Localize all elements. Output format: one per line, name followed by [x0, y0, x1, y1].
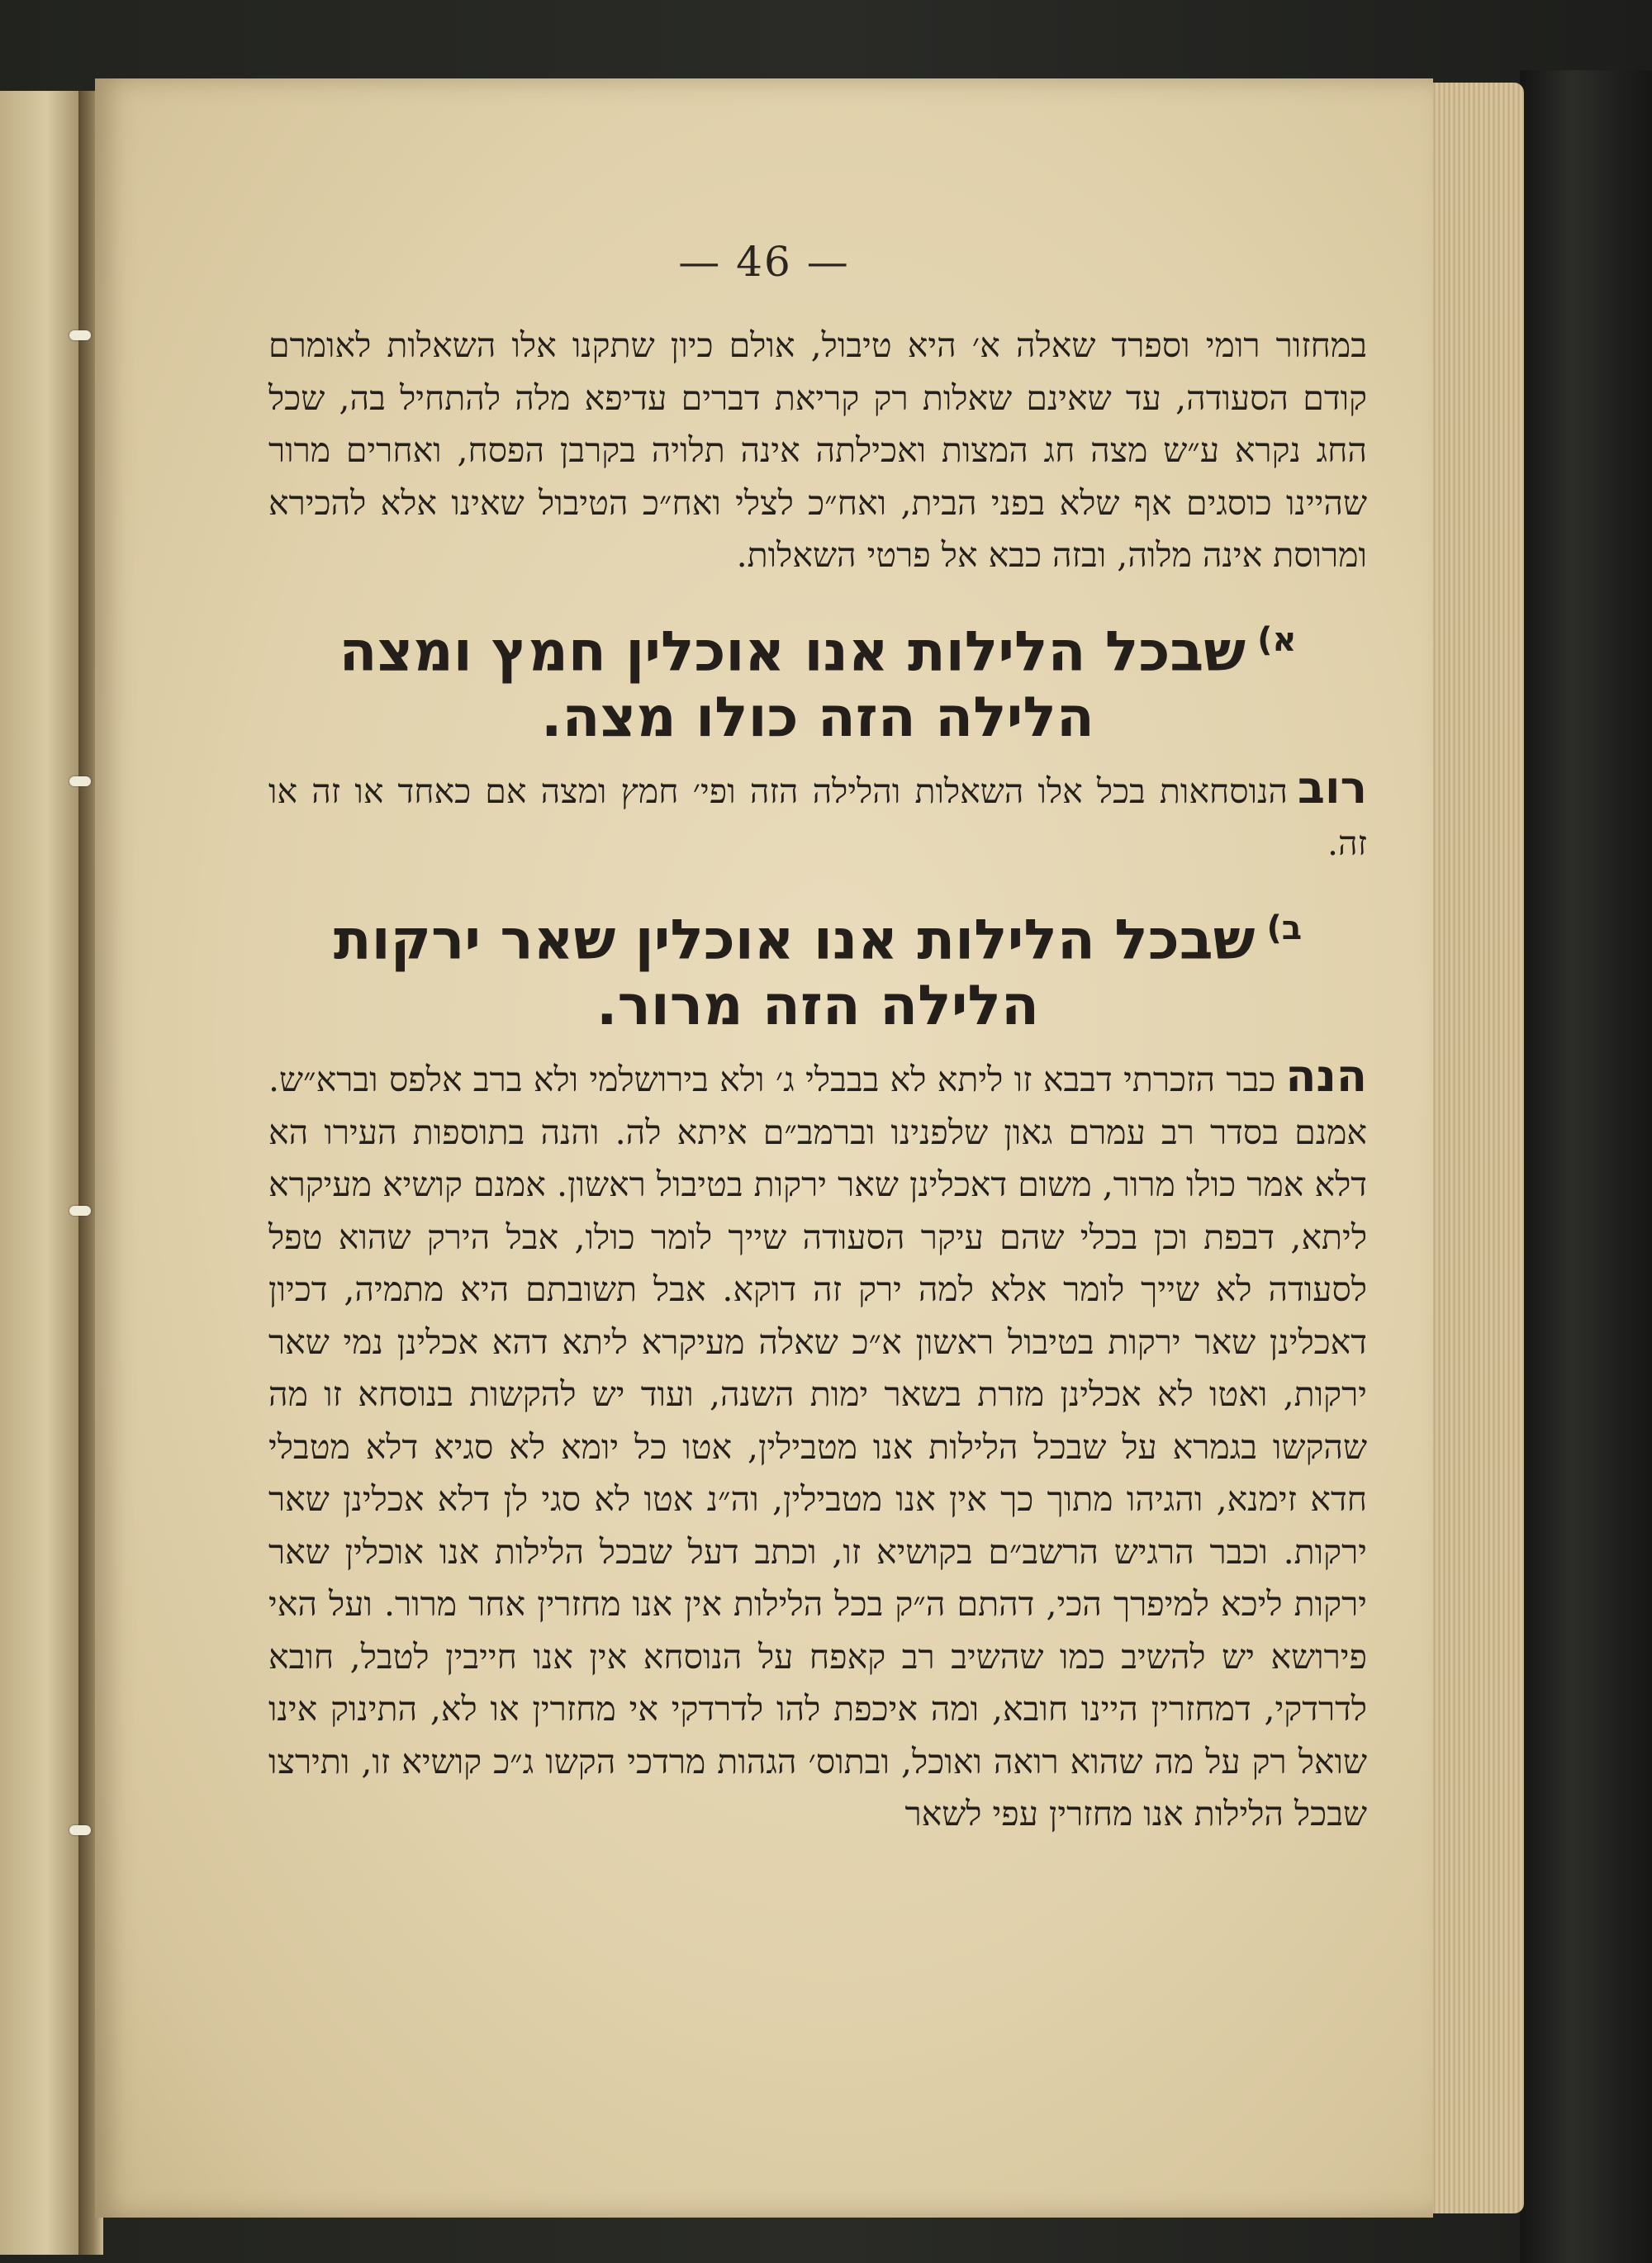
book-cover — [1520, 70, 1652, 2263]
section-b-lead-word: הנה — [1285, 1050, 1367, 1103]
section-a-body-text: הנוסחאות בכל אלו השאלות והלילה הזה ופי׳ חמץ ומצה אם כאחד או זה או זה. — [268, 771, 1367, 864]
page-edges — [1421, 83, 1524, 2213]
section-a-marker: א) — [1257, 620, 1297, 659]
section-b-heading-text: שבכל הלילות אנו אוכלין שאר ירקות הלילה הזה מרור. — [333, 907, 1256, 1038]
section-a-body — [268, 761, 1367, 871]
section-a-lead-word: רוב — [1298, 761, 1367, 814]
book-page — [95, 78, 1433, 2218]
binding-thread — [69, 330, 91, 340]
page-number: — 46 — — [678, 238, 850, 286]
section-b-body-text: כבר הזכרתי דבבא זו ליתא לא בבבלי ג׳ ולא בירושלמי ולא ברב אלפס וברא״ש. אמנם בסדר רב עמרם גאון שלפנינו וברמב״ם איתא לה. והנה בתוספות העירו הא דלא אמר כולו מרור, משום דאכלינן שאר ירקות בטיבול ראשון. אמנם קושיא מעיקרא ליתא, דבפת וכן בכלי שהם עיקר הסעודה שייך לומר כולו, אבל הירק שהוא טפל לסעודה לא שייך לומר אלא למה ירק זה דוקא. אבל תשובתם היא מתמיה, דכיון דאכלינן שאר ירקות בטיבול ראשון א״כ שאלה מעיקרא ליתא דהא אכלינן נמי שאר ירקות, ואטו לא אכלינן מזרת בשאר ימות השנה, ועוד יש להקשות בנוסחא זו מה שהקשו בגמרא על שבכל הלילות אנו מטבילין, אטו כל יומא לא סגיא דלא מטבלי חדא זימנא, והגיהו מתוך כך אין אנו מטבילין, וה״נ אטו לא סגי לן דלא אכלינן שאר ירקות. וכבר הרגיש הרשב״ם בקושיא זו, וכתב דעל שבכל הלילות אנו אוכלין שאר ירקות ליכא למיפרך הכי, דהתם ה״ק בכל הלילות אין אנו מחזרין אחר מרור. ועל האי פירושא יש להשיב כמו שהשיב רב קאפח על הנוסחא אין אנו חייבין לטבל, חובא לדרדקי, דמחזרין היינו חובא, ומה איכפת להו לדרדקי אי מחזרין או לא, התינוק אינו שואל רק על מה שהוא רואה ואוכל, ובתוס׳ הגהות מרדכי הקשו ג״כ קושיא זו, ותירצו שבכל הלילות אנו מחזרין עפי לשאר — [268, 1060, 1367, 1834]
binding-thread — [69, 1206, 91, 1216]
section-b-body — [268, 1050, 1367, 1841]
section-b-heading — [268, 895, 1367, 1038]
section-a-heading-text: שבכל הלילות אנו אוכלין חמץ ומצה הלילה הזה כולו מצה. — [339, 618, 1246, 749]
binding-thread — [69, 1825, 91, 1835]
section-b-marker: ב) — [1266, 909, 1303, 947]
section-a-heading — [268, 607, 1367, 750]
facing-page — [0, 91, 83, 2255]
binding-thread — [69, 776, 91, 786]
intro-paragraph: במחזור רומי וספרד שאלה א׳ היא טיבול, אולם כיון שתקנו אלו השאלות לאומרם קודם הסעודה, עד שאינם שאלות רק קריאת דברים עדיפא מלה להתחיל בה, שכל החג נקרא ע״ש מצה חג המצות ואכילתה אינה תלויה בקרבן הפסח, ואחרים מרור שהיינו כוסגים אף שלא בפני הבית, ואח״כ לצלי ואח״כ הטיבול שאינו אלא להכירא ומרוסת אינה מלוה, ובזה כבא אל פרטי השאלות. — [268, 325, 1367, 575]
page-text — [268, 320, 1367, 1841]
